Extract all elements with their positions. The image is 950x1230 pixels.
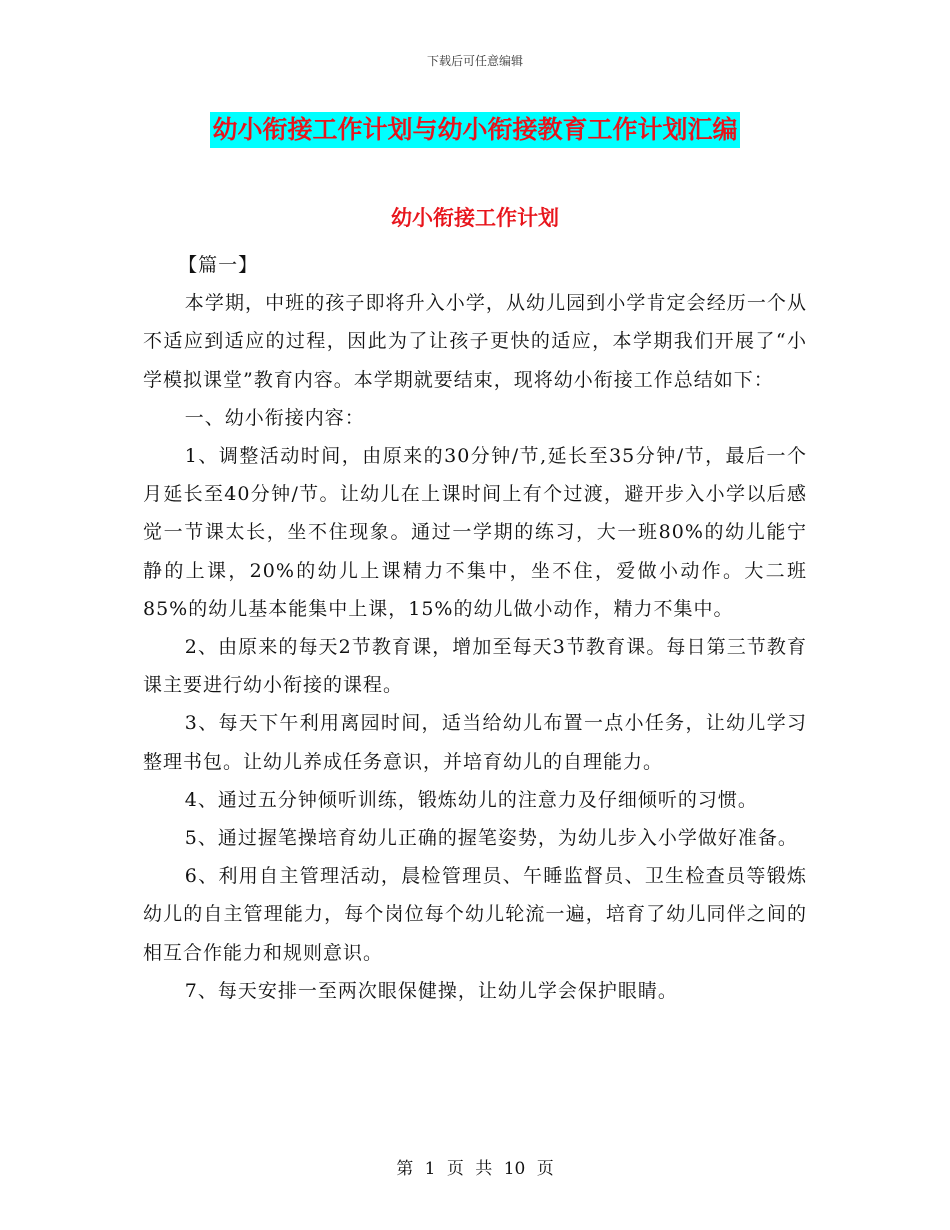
item-paragraph-1: 1、调整活动时间，由原来的30分钟/节,延长至35分钟/节，最后一个月延长至40分钟/节。让幼儿在上课时间上有个过渡，避开步入小学以后感觉一节课太长，坐不住现象。通过一学期的练习，大一班80%的幼儿能宁静的上课，20%的幼儿上课精力不集中，坐不住，爱做小动作。大二班85%的幼儿基本能集中上课，15%的幼儿做小动作，精力不集中。 (143, 445, 807, 620)
page-footer: 第 1 页 共 10 页 (396, 1159, 554, 1179)
item-paragraph-3: 3、每天下午利用离园时间，适当给幼儿布置一点小任务，让幼儿学习整理书包。让幼儿养成任务意识，并培育幼儿的自理能力。 (143, 712, 807, 773)
item-paragraph-6: 6、利用自主管理活动，晨检管理员、午睡监督员、卫生检查员等锻炼幼儿的自主管理能力，每个岗位每个幼儿轮流一遍，培育了幼儿同伴之间的相互合作能力和规则意识。 (143, 865, 807, 964)
document-body (143, 246, 807, 1010)
main-title: 幼小衔接工作计划与幼小衔接教育工作计划汇编 (210, 112, 739, 148)
header-note: 下载后可任意编辑 (426, 54, 523, 68)
intro-paragraph: 本学期，中班的孩子即将升入小学，从幼儿园到小学肯定会经历一个从不适应到适应的过程，因此为了让孩子更快的适应，本学期我们开展了“小学模拟课堂”教育内容。本学期就要结束，现将幼小衔接工作总结如下： (143, 292, 807, 391)
item-paragraph-7: 7、每天安排一至两次眼保健操，让幼儿学会保护眼睛。 (184, 979, 678, 1002)
item-paragraph-5: 5、通过握笔操培育幼儿正确的握笔姿势，为幼儿步入小学做好准备。 (184, 827, 798, 850)
section-heading: 一、幼小衔接内容： (184, 406, 365, 429)
section-tag: 【篇一】 (178, 254, 259, 276)
main-title-wrap (0, 112, 950, 148)
item-paragraph-2: 2、由原来的每天2节教育课，增加至每天3节教育课。每日第三节教育课主要进行幼小衔接的课程。 (143, 636, 807, 697)
item-paragraph-4: 4、通过五分钟倾听训练，锻炼幼儿的注意力及仔细倾听的习惯。 (184, 788, 758, 811)
sub-title: 幼小衔接工作计划 (391, 206, 559, 230)
